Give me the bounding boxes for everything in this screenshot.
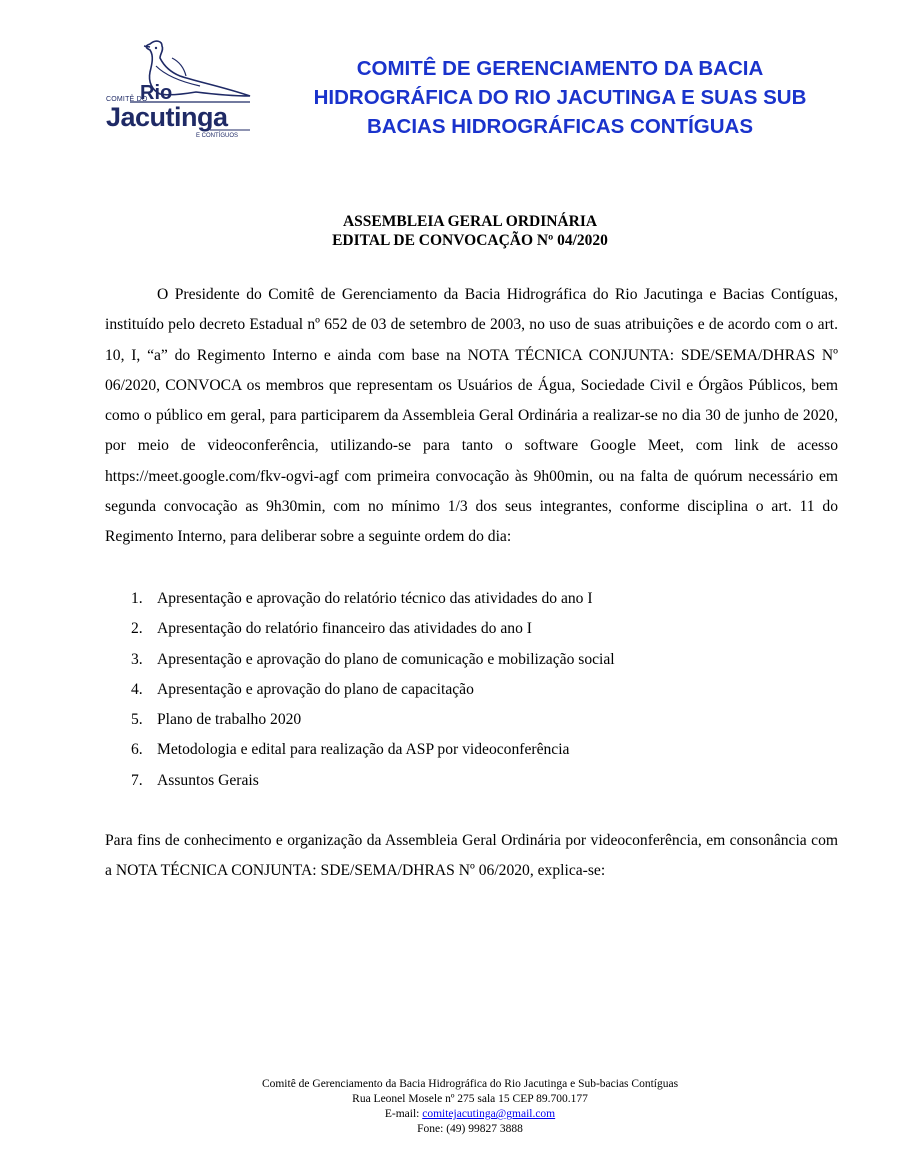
agenda-item xyxy=(105,614,838,644)
footer-organization: Comitê de Gerenciamento da Bacia Hidrográfica do Rio Jacutinga e Sub-bacias Contíguas xyxy=(261,1078,679,1090)
logo-name: Jacutinga xyxy=(106,102,228,132)
logo-small-top: COMITÊ DO xyxy=(106,96,148,103)
page-footer xyxy=(100,1077,840,1137)
title-line-2: EDITAL DE CONVOCAÇÃO Nº 04/2020 xyxy=(332,232,608,249)
agenda-item xyxy=(105,645,838,675)
agenda-number: 2. xyxy=(131,620,143,638)
title-line-1: ASSEMBLEIA GERAL ORDINÁRIA xyxy=(342,213,598,230)
letterhead-title xyxy=(280,54,840,141)
agenda-number: 5. xyxy=(131,711,143,729)
agenda-item xyxy=(105,735,838,765)
agenda-number: 3. xyxy=(131,650,143,668)
agenda-number: 1. xyxy=(131,590,143,607)
agenda-list xyxy=(105,584,838,796)
closing-paragraph: Para fins de conhecimento e organização da Assembleia Geral Ordinária por videoconferência, em consonância com a NOTA TÉCNICA CONJUNTA: SDE/SEMA/DHRAS Nº 06/2020, explica-se: xyxy=(105,832,838,880)
agenda-text: Plano de trabalho 2020 xyxy=(157,711,302,729)
footer-phone: Fone: (49) 99827 3888 xyxy=(417,1123,523,1135)
agenda-item xyxy=(105,705,838,735)
agenda-item xyxy=(105,675,838,705)
agenda-text: Apresentação do relatório financeiro das atividades do ano I xyxy=(157,620,532,638)
letterhead-line-3: BACIAS HIDROGRÁFICAS CONTÍGUAS xyxy=(366,115,754,138)
agenda-number: 6. xyxy=(131,741,143,759)
committee-logo xyxy=(100,36,260,146)
intro-section xyxy=(105,280,838,553)
agenda-item xyxy=(105,766,838,796)
footer-address: Rua Leonel Mosele nº 275 sala 15 CEP 89.700.177 xyxy=(352,1093,588,1105)
intro-paragraph: O Presidente do Comitê de Gerenciamento da Bacia Hidrográfica do Rio Jacutinga e Bacias Contíguas, instituído pelo decreto Estadual nº 652 de 03 de setembro de 2003, no uso de suas atribuições e de acordo com o art. 10, I, “a” do Regimento Interno e ainda com base na NOTA TÉCNICA CONJUNTA: SDE/SEMA/DHRAS Nº 06/2020, CONVOCA os membros que representam os Usuários de Água, Sociedade Civil e Órgãos Públicos, bem como o público em geral, para participarem da Assembleia Geral Ordinária a realizar-se no dia 30 de junho de 2020, por meio de videoconferência, utilizando-se para tanto o software Google Meet, com link de acesso https://meet.google.com/fkv-ogvi-agf com primeira convocação às 9h00min, ou na falta de quórum necessário em segunda convocação as 9h30min, com no mínimo 1/3 dos seus integrantes, conforme disciplina o art. 11 do Regimento Interno, para deliberar sobre a seguinte ordem do dia: xyxy=(105,286,838,546)
agenda-text: Metodologia e edital para realização da ASP por videoconferência xyxy=(157,741,570,759)
agenda-number: 7. xyxy=(131,771,143,789)
letterhead-line-2: HIDROGRÁFICA DO RIO JACUTINGA E SUAS SUB xyxy=(313,86,807,109)
footer-email-line xyxy=(100,1107,840,1122)
document-title xyxy=(100,212,840,250)
agenda-text: Assuntos Gerais xyxy=(157,771,259,789)
logo-rio: Rio xyxy=(140,82,173,104)
footer-email-label: E-mail: xyxy=(384,1108,423,1120)
agenda-text: Apresentação e aprovação do plano de comunicação e mobilização social xyxy=(157,650,615,668)
letterhead-line-1: COMITÊ DE GERENCIAMENTO DA BACIA xyxy=(356,57,764,80)
agenda-number: 4. xyxy=(131,680,143,698)
footer-email-link[interactable]: comitejacutinga@gmail.com xyxy=(422,1108,556,1120)
agenda-item xyxy=(105,584,838,614)
agenda-text: Apresentação e aprovação do relatório técnico das atividades do ano I xyxy=(157,590,593,607)
closing-section xyxy=(105,826,838,887)
agenda-text: Apresentação e aprovação do plano de capacitação xyxy=(157,680,474,698)
logo-small-bottom: E CONTÍGUOS xyxy=(196,133,239,139)
